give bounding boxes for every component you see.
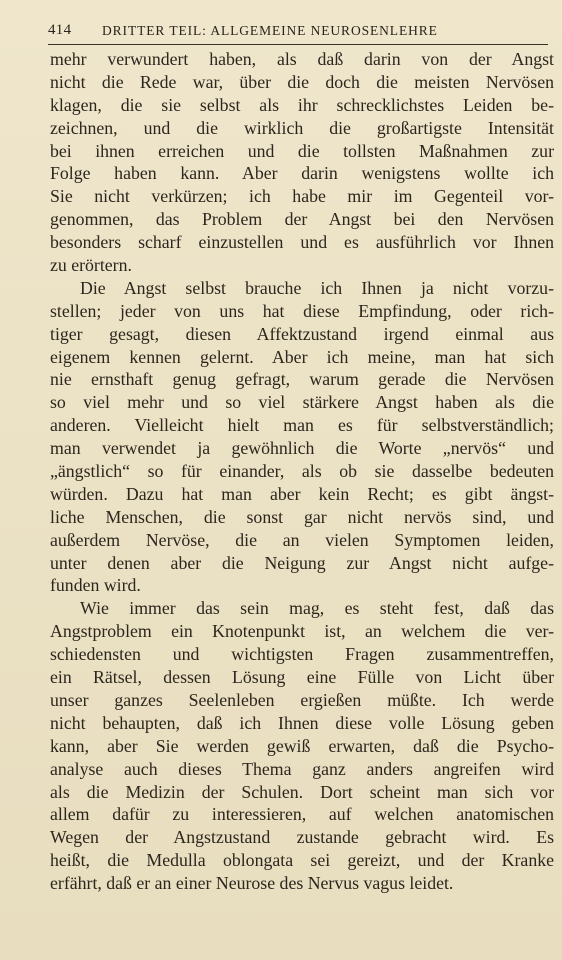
text-line: analyse auch dieses Thema ganz anders angreifen wird [50,758,554,779]
text-line: bei ihnen erreichen und die tollsten Maßnahmen zur [50,140,554,161]
text-line: „ängstlich“ so für einander, als ob sie dasselbe bedeuten [50,461,554,482]
text-line: würden. Dazu hat man aber kein Recht; es gibt ängst- [50,483,554,504]
text-line: liche Menschen, die sonst gar nicht nervös sind, und [50,506,554,527]
text-line: man verwendet ja gewöhnlich die Worte „nervös“ und [50,438,554,459]
text-line: außerdem Nervöse, die an vielen Symptomen leiden, [50,529,554,550]
text-line: Wie immer das sein mag, es steht fest, daß das [80,598,554,619]
text-line: stellen; jeder von uns hat diese Empfindung, oder rich- [50,300,554,321]
text-line: tiger gesagt, diesen Affektzustand irgend einmal aus [50,323,554,344]
text-line: Angstproblem ein Knotenpunkt ist, an welchem die ver- [50,621,554,642]
text-line: kann, aber Sie werden gewiß erwarten, daß die Psycho- [50,735,554,756]
paragraph-2 [50,277,554,597]
text-line: eigenem kennen gelernt. Aber ich meine, man hat sich [50,346,554,367]
text-line: unser ganzes Seelenleben ergießen müßte. Ich werde [50,689,554,710]
text-line: besonders scharf einzustellen und es ausführlich vor Ihnen [50,232,554,253]
text-line: erfährt, daß er an einer Neurose des Nervus vagus leidet. [50,873,454,894]
text-line: allem dafür zu interessieren, auf welchen anatomischen [50,804,554,825]
text-line: nicht behaupten, daß ich Ihnen diese volle Lösung geben [50,712,554,733]
text-line: klagen, die sie selbst als ihr schrecklichstes Leiden be- [50,94,554,115]
text-line: heißt, die Medulla oblongata sei gereizt, und der Kranke [50,850,554,871]
text-line: nicht die Rede war, über die doch die meisten Nervösen [50,71,554,92]
text-line: Wegen der Angstzustand zustande gebracht wird. Es [50,827,554,848]
paragraph-3 [50,597,554,895]
text-line: Die Angst selbst brauche ich Ihnen ja nicht vorzu- [80,277,554,298]
text-line: mehr verwundert haben, als daß darin von der Angst [50,49,554,69]
running-head: DRITTER TEIL: ALLGEMEINE NEUROSENLEHRE [102,23,438,38]
text-line: nie ernsthaft genug gefragt, warum gerade die Nervösen [50,369,554,390]
text-line: anderen. Vielleicht hielt man es für selbstverständlich; [50,415,554,436]
body-text [50,48,554,895]
text-line: Folge haben kann. Aber darin wenigstens wollte ich [50,163,554,184]
paragraph-1 [50,48,554,277]
text-line: ein Rätsel, dessen Lösung eine Fülle von Licht über [50,667,554,688]
text-line: schiedensten und wichtigsten Fragen zusammentreffen, [50,644,554,665]
text-line: unter denen aber die Neigung zur Angst nicht aufge- [50,552,554,573]
text-line: als die Medizin der Schulen. Dort scheint man sich vor [50,781,554,802]
page-number: 414 [48,22,72,38]
text-line: funden wird. [50,575,141,596]
header-rule [48,44,548,45]
text-line: genommen, das Problem der Angst bei den Nervösen [50,209,554,230]
text-line: so viel mehr und so viel stärkere Angst haben als die [50,392,554,413]
text-line: Sie nicht verkürzen; ich habe mir im Gegenteil vor- [50,186,554,207]
text-line: zeichnen, und die wirklich die großartigste Intensität [50,117,554,138]
text-line: zu erörtern. [50,255,132,276]
page-header [48,20,548,44]
